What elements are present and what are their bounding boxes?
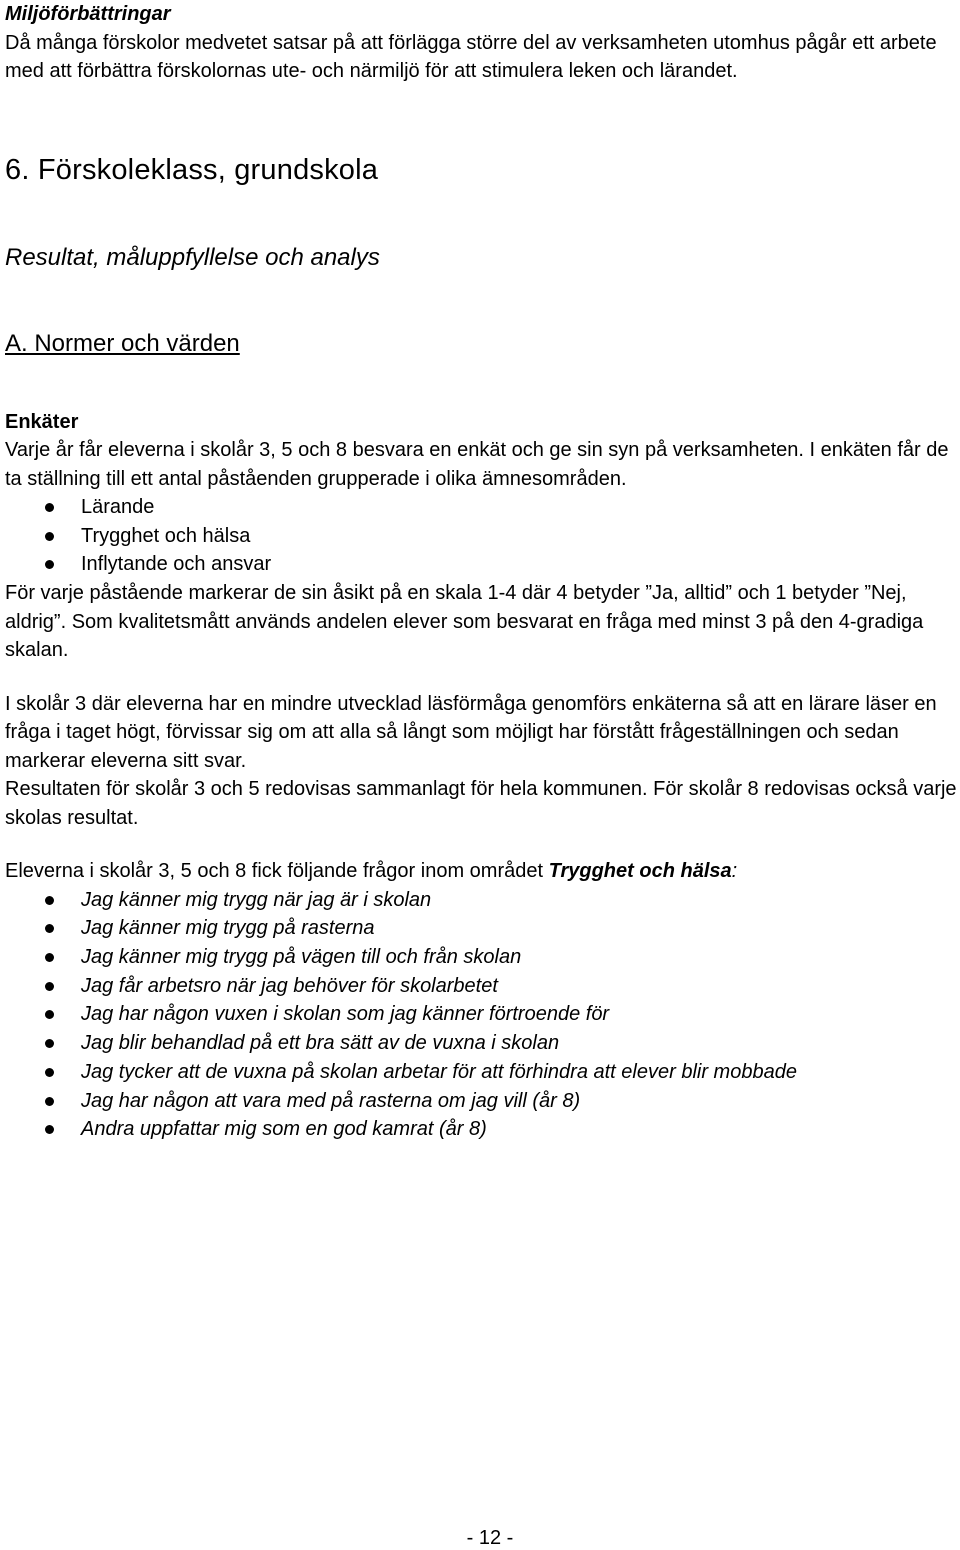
list-item: Trygghet och hälsa xyxy=(5,522,960,551)
enkater-intro: Varje år får eleverna i skolår 3, 5 och 8 besvara en enkät och ge sin syn på verksamheten. I enkäten får de ta ställning till ett antal påståenden grupperade i olika ämnesområden. xyxy=(5,439,949,490)
miljo-text: Då många förskolor medvetet satsar på att förlägga större del av verksamheten utomhus pågår ett arbete med att förbättra förskolornas ute- och närmiljö för att stimulera leken och lärandet. xyxy=(5,31,937,82)
list-item: Jag får arbetsro när jag behöver för skolarbetet xyxy=(5,972,960,1001)
list-item: Inflytande och ansvar xyxy=(5,550,960,579)
bullet-icon xyxy=(45,1125,54,1134)
list-item: Jag har någon vuxen i skolan som jag känner förtroende för xyxy=(5,1000,960,1029)
bullet-icon xyxy=(45,1010,54,1019)
bullet-icon xyxy=(45,924,54,933)
bullet-icon xyxy=(45,1068,54,1077)
list-item: Jag känner mig trygg på rasterna xyxy=(5,914,960,943)
bullet-icon xyxy=(45,1097,54,1106)
bullet-icon xyxy=(45,503,54,512)
bullet-icon xyxy=(45,982,54,991)
subsection-title: A. Normer och värden xyxy=(5,329,240,357)
bullet-icon xyxy=(45,953,54,962)
miljo-heading: Miljöförbättringar xyxy=(5,3,171,25)
bullet-icon xyxy=(45,532,54,541)
enkater-heading: Enkäter xyxy=(5,410,79,433)
areas-list xyxy=(5,493,960,579)
bullet-icon xyxy=(45,1039,54,1048)
page-number: - 12 - xyxy=(466,1527,514,1549)
list-item: Jag känner mig trygg när jag är i skolan xyxy=(5,886,960,915)
document-page xyxy=(5,0,960,1144)
questions-intro: Eleverna i skolår 3, 5 och 8 fick följande frågor inom området Trygghet och hälsa: xyxy=(5,860,738,883)
list-item: Jag känner mig trygg på vägen till och från skolan xyxy=(5,943,960,972)
section-title: 6. Förskoleklass, grundskola xyxy=(5,153,379,186)
section-subtitle: Resultat, måluppfyllelse och analys xyxy=(5,243,380,271)
bullet-icon xyxy=(45,560,54,569)
list-item: Lärande xyxy=(5,493,960,522)
list-item: Jag tycker att de vuxna på skolan arbetar för att förhindra att elever blir mobbade xyxy=(5,1058,960,1087)
results-text: Resultaten för skolår 3 och 5 redovisas sammanlagt för hela kommunen. För skolår 8 redovisas också varje skolas resultat. xyxy=(5,778,957,829)
questions-list xyxy=(5,886,960,1144)
list-item: Jag har någon att vara med på rasterna om jag vill (år 8) xyxy=(5,1087,960,1116)
year3-text: I skolår 3 där eleverna har en mindre utvecklad läsförmåga genomförs enkäterna så att en lärare läser en fråga i taget högt, förvissar sig om att alla så långt som möjligt har förstått frågeställningen och sedan markerar eleverna sitt svar. xyxy=(5,692,937,772)
questions-area: Trygghet och hälsa xyxy=(548,860,732,883)
scale-text: För varje påstående markerar de sin åsikt på en skala 1-4 där 4 betyder ”Ja, alltid” och 1 betyder ”Nej, aldrig”. Som kvalitetsmått används andelen elever som besvarat en fråga med minst 3 på den 4-gradiga skalan. xyxy=(5,582,924,662)
list-item: Andra uppfattar mig som en god kamrat (år 8) xyxy=(5,1115,960,1144)
bullet-icon xyxy=(45,896,54,905)
list-item: Jag blir behandlad på ett bra sätt av de vuxna i skolan xyxy=(5,1029,960,1058)
